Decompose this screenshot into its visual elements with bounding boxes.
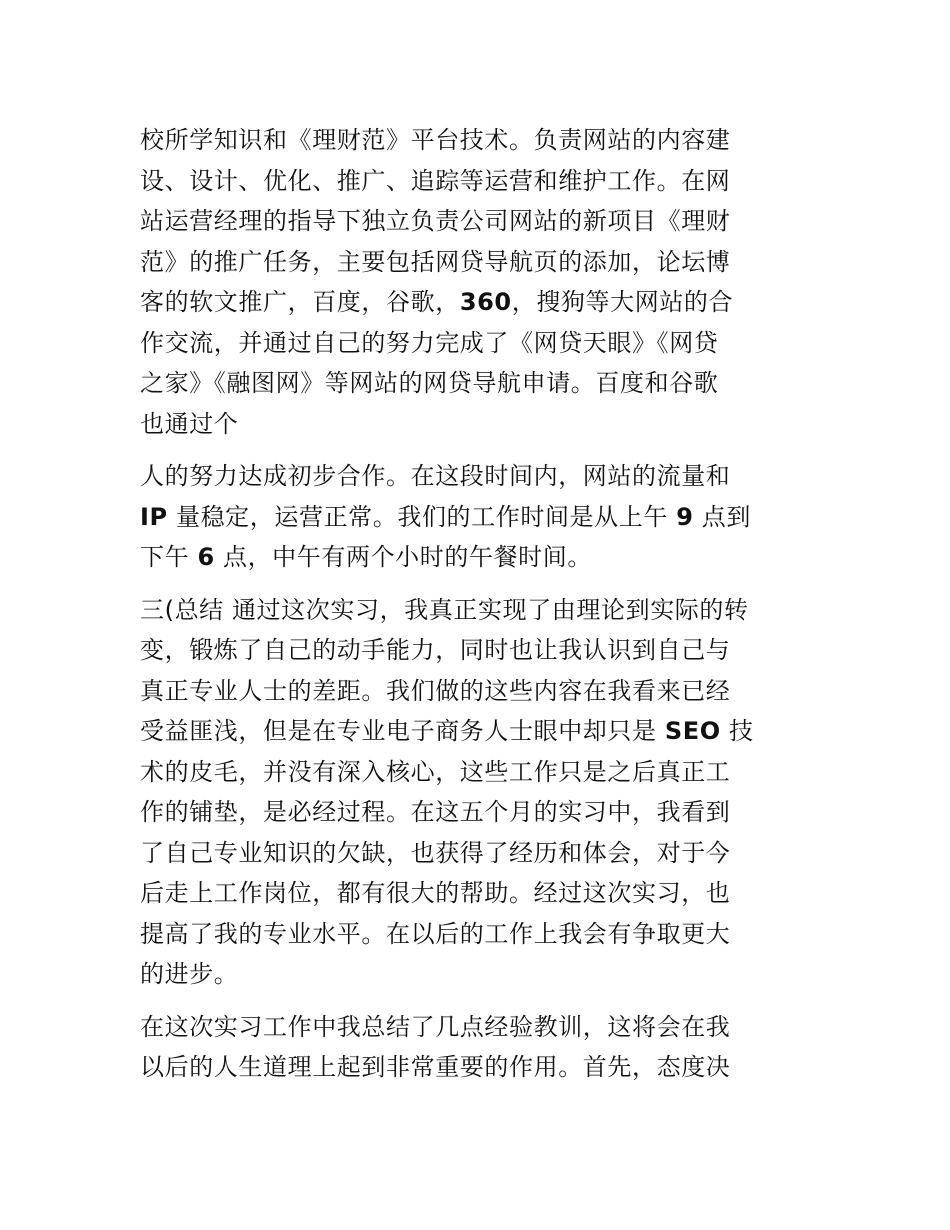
bold-term: 360 <box>459 288 512 316</box>
text-line: 真正专业人士的差距。我们做的这些内容在我看来已经 <box>140 676 731 705</box>
text-line: 提高了我的专业水平。在以后的工作上我会有争取更大 <box>140 919 731 948</box>
bold-term: IP <box>140 502 168 531</box>
text-line: 之家》《融图网》等网站的网贷导航申请。百度和谷歌 <box>140 369 719 397</box>
text-line: 了自己专业知识的欠缺，也获得了经历和体会，对于今 <box>140 838 731 867</box>
text-line: 以后的人生道理上起到非常重要的作用。首先，态度决 <box>140 1053 731 1081</box>
text-line: 三(总结 通过这次实习，我真正实现了由理论到实际的转 <box>140 595 749 624</box>
bold-term: 9 <box>676 502 694 531</box>
document-body <box>140 120 820 1100</box>
text-line: 客的软文推广，百度，谷歌，360，搜狗等大网站的合 <box>140 288 734 316</box>
text-line: 也通过个 <box>140 409 239 438</box>
text-line: 变，锻炼了自己的动手能力，同时也让我认识到自己与 <box>140 636 731 664</box>
text-line: IP 量稳定，运营正常。我们的工作时间是从上午 9 点到 <box>140 502 751 531</box>
text-line: 校所学知识和《理财范》平台技术。负责网站的内容建 <box>140 126 731 154</box>
text-line: 作交流，并通过自己的努力完成了《网贷天眼》《网贷 <box>140 328 719 357</box>
text-line: 设、设计、优化、推广、追踪等运营和维护工作。在网 <box>140 166 731 195</box>
paragraph-3 <box>140 590 820 995</box>
bold-term: SEO <box>664 717 721 745</box>
text-line: 人的努力达成初步合作。在这段时间内，网站的流量和 <box>140 462 731 490</box>
text-line: 受益匪浅，但是在专业电子商务人士眼中却只是 SEO 技 <box>140 717 754 745</box>
paragraph-1 <box>140 120 820 444</box>
text-line: 后走上工作岗位，都有很大的帮助。经过这次实习，也 <box>140 879 731 907</box>
text-line: 作的铺垫，是必经过程。在这五个月的实习中，我看到 <box>140 798 731 826</box>
text-line: 下午 6 点，中午有两个小时的午餐时间。 <box>140 543 592 571</box>
paragraph-2 <box>140 456 820 578</box>
text-line: 的进步。 <box>140 960 239 988</box>
text-line: 站运营经理的指导下独立负责公司网站的新项目《理财 <box>140 207 731 235</box>
bold-term: 6 <box>197 543 215 571</box>
paragraph-4 <box>140 1007 820 1088</box>
text-line: 在这次实习工作中我总结了几点经验教训，这将会在我 <box>140 1012 731 1041</box>
text-line: 术的皮毛，并没有深入核心，这些工作只是之后真正工 <box>140 757 731 786</box>
text-line: 范》的推广任务，主要包括网贷导航页的添加，论坛博 <box>140 247 731 276</box>
